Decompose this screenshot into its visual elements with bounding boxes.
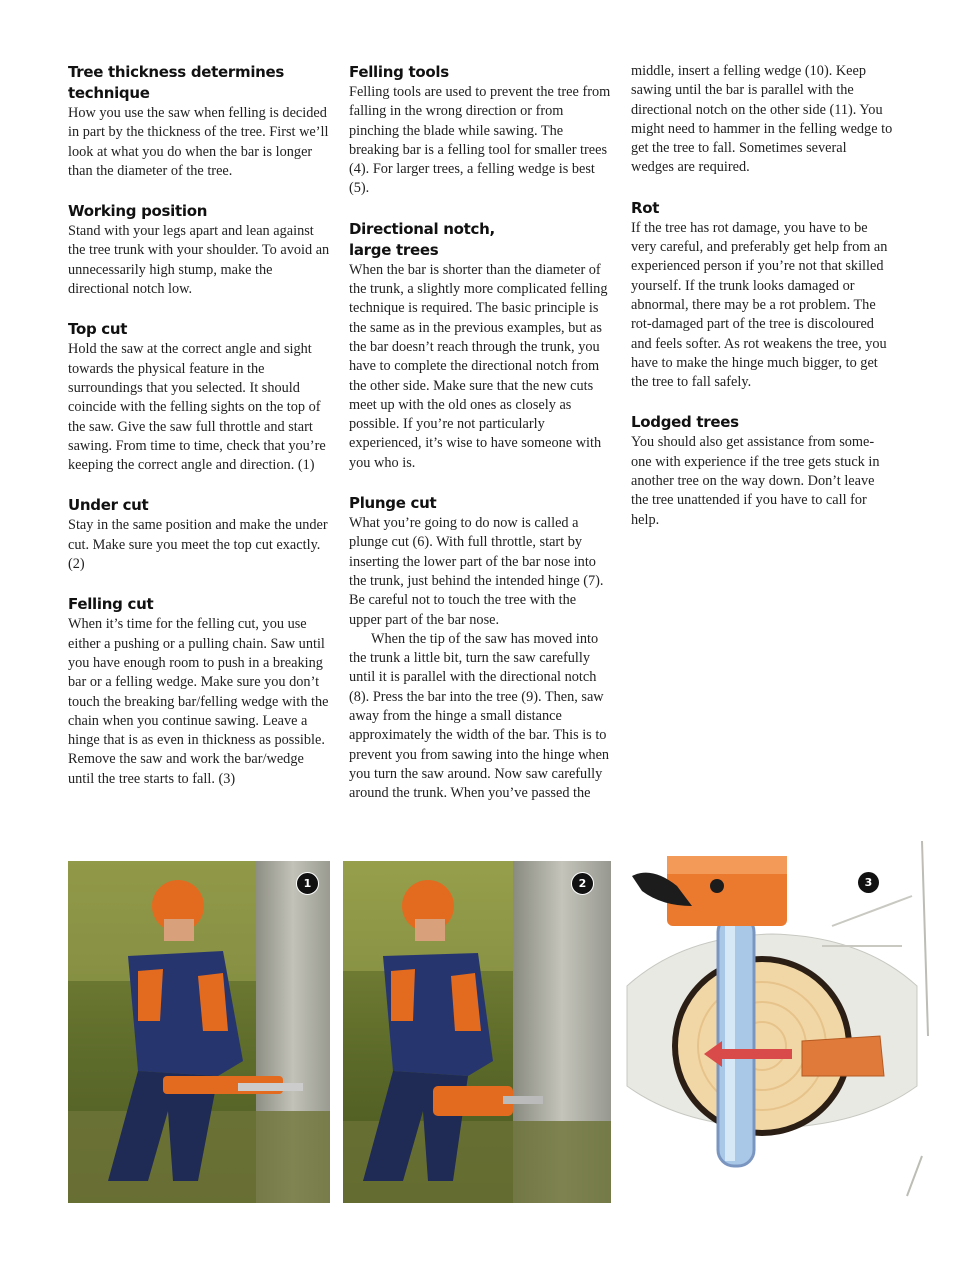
section-under-cut xyxy=(68,495,330,574)
figure-number-badge: 1 xyxy=(296,872,319,895)
column-1 xyxy=(68,62,330,809)
section-heading: Lodged trees xyxy=(631,413,739,432)
section-body: middle, insert a felling wedge (10). Keep sawing until the bar is parallel with the directional notch on the other side (11). You might need to hammer in the felling wedge to get the tree to fall. Sometimes several wedges are required. xyxy=(631,63,893,176)
figure-photo-top-cut-icon xyxy=(68,861,330,1203)
figure-1-photo xyxy=(68,861,330,1203)
section-body: When it’s time for the felling cut, you use either a pushing or a pulling chain. Saw until you have enough room to push in a breaking bar or a felling wedge. Make sure you don’t touch the breaking bar/felling wedge with the chain when you continue sawing. Leave a hinge that is as even in thickness as possible. Remove the saw and work the bar/wedge until the tree starts to fall. (3) xyxy=(68,616,329,787)
heading-line-1: Directional notch, xyxy=(349,219,495,238)
section-body: If the tree has rot damage, you have to be very careful, and preferably get help from an experienced person if you’re not that skilled yourself. If the trunk looks damaged or abnormal, there may be a rot problem. The rot-damaged part of the tree is discoloured and feels softer. As rot weakens the tree, you have to make the hinge much bigger, to get the tree to fall safely. xyxy=(631,219,888,391)
section-heading: Felling tools xyxy=(349,63,449,81)
section-body-continued: When the tip of the saw has moved into the trunk a little bit, turn the saw carefully until it is parallel with the directional notch (8). Press the bar into the tree (9). Then, saw away from the hinge a small distance approximately the width of the bar. This is to prevent you from sawing into the hinge when you turn the saw around. Now saw carefully around the trunk. When you’ve passed the xyxy=(349,630,610,802)
section-top-cut xyxy=(68,319,330,475)
heading-line-2: large trees xyxy=(349,240,439,259)
section-body: When the bar is shorter than the diameter of the trunk, a slightly more complicated felling technique is required. The basic principle is the same as in the previous examples, but as the bar doesn’t reach through the trunk, you have to complete the directional notch from the other side. Make sure that the new cuts meet up with the old ones as closely as possible. If you’re not particularly experienced, it’s wise to have someone with you who is. xyxy=(349,261,608,471)
figure-2-photo xyxy=(343,861,611,1203)
figure-number-badge: 2 xyxy=(571,872,594,895)
heading-line-1: Tree thickness determines xyxy=(68,63,285,81)
section-tree-thickness xyxy=(68,62,330,181)
section-body: Stay in the same position and make the under cut. Make sure you meet the top cut exactly. (2) xyxy=(68,517,328,573)
section-body: Hold the saw at the correct angle and sight towards the physical feature in the surroundings that you selected. It should coincide with the felling sights on the top of the saw. Give the saw full throttle and start sawing. From time to time, check that you’re keeping the correct angle and direction. (1) xyxy=(68,341,326,474)
section-heading: Working position xyxy=(68,202,208,221)
section-felling-tools xyxy=(349,62,611,199)
section-heading xyxy=(349,219,611,261)
section-body: You should also get assistance from some-one with experience if the tree gets stuck in another tree on the way down. Don’t leave the tree unattended if you have to call for help. xyxy=(631,434,880,528)
column-3 xyxy=(631,62,893,550)
section-rot xyxy=(631,198,893,393)
section-lodged-trees xyxy=(631,412,893,529)
section-heading: Top cut xyxy=(68,320,128,339)
section-plunge-cut xyxy=(349,493,611,803)
column-2 xyxy=(349,62,611,824)
figure-photo-under-cut-icon xyxy=(343,861,611,1203)
section-body: What you’re going to do now is called a plunge cut (6). With full throttle, start by inserting the lower part of the bar nose into the trunk, just behind the intended hinge (7). Be careful not to touch the tree with the upper part of the bar nose. xyxy=(349,515,604,628)
section-heading: Plunge cut xyxy=(349,494,437,513)
section-body: How you use the saw when felling is decided in part by the thickness of the tree. First we’ll look at what you do when the bar is longer than the diameter of the tree. xyxy=(68,105,329,179)
section-continued xyxy=(631,62,893,178)
section-heading xyxy=(68,62,330,104)
section-body: Felling tools are used to prevent the tree from falling in the wrong direction or from pinching the blade while sawing. The breaking bar is a felling tool for smaller trees (4). For larger trees, a felling wedge is best (5). xyxy=(349,84,611,197)
section-heading: Under cut xyxy=(68,496,149,515)
section-heading: Rot xyxy=(631,198,660,217)
heading-line-2: technique xyxy=(68,84,150,102)
section-working-position xyxy=(68,201,330,299)
figure-3-diagram xyxy=(622,836,932,1206)
section-body: Stand with your legs apart and lean against the tree trunk with your shoulder. To avoid an unnecessarily high stump, make the directional notch low. xyxy=(68,223,330,298)
section-heading: Felling cut xyxy=(68,595,154,614)
figure-number-badge: 3 xyxy=(858,872,879,893)
section-felling-cut xyxy=(68,594,330,789)
figure-diagram-felling-cut-icon xyxy=(622,836,932,1206)
section-directional-notch xyxy=(349,219,611,473)
